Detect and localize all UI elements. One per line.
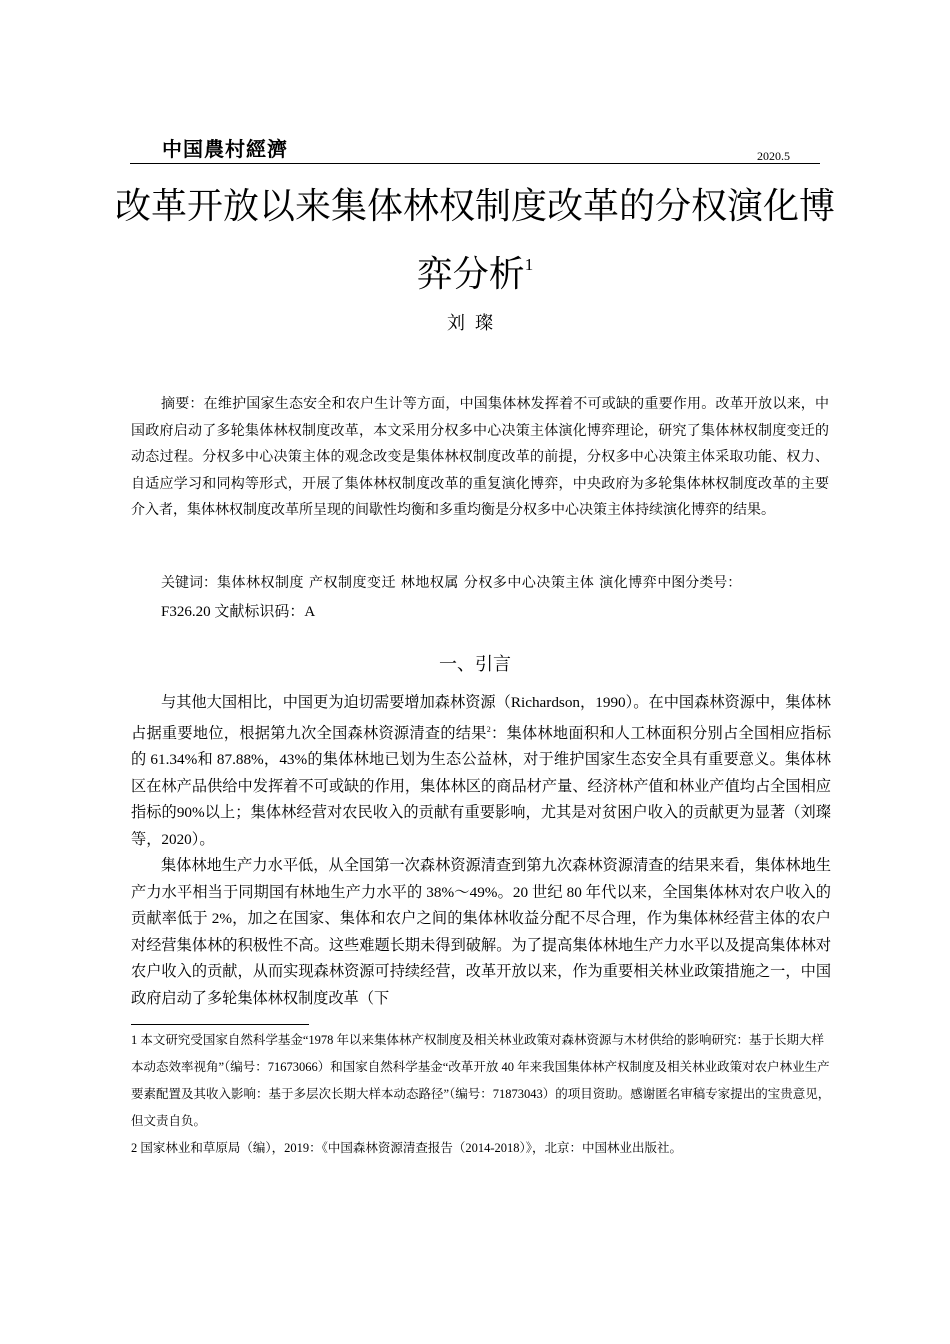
abstract [131,391,829,524]
keywords-text: 集体林权制度 产权制度变迁 林地权属 分权多中心决策主体 演化博弈 [217,575,658,591]
author-name: 刘璨 [447,313,503,334]
keywords-block [131,569,843,626]
title-line-2-text: 弈分析 [416,254,525,295]
header-rule [130,163,820,164]
running-header [130,133,820,165]
footnotes [131,1027,831,1162]
footnote-rule [131,1024,309,1025]
body-text [131,690,831,1012]
issue-number: 2020.5 [757,149,790,163]
clc-code: F326.20 [161,604,211,620]
footnote-1: 1 本文研究受国家自然科学基金“1978 年以来集体林产权制度及相关林业政策对森林资源与木材供给的影响研究：基于长期大样本动态效率视角”（编号：71673066）和国家自然科学基金“改革开放 40 年来我国集体林产权制度及相关林业政策对农户林业生产要素配置及其收入影响：基于多层次长期大样本动态路径”（编号：71873043）的项目资助。感谢匿名审稿专家提出的宝贵意见，但文责自负。 [131,1033,831,1128]
paper-title [100,178,850,304]
doc-code-label: 文献标识码： [214,602,305,620]
title-footnote-mark: 1 [524,255,534,274]
doc-code: A [304,604,316,620]
section-heading: 一、引言 [439,654,511,675]
journal-logo: 中国農村經濟 [162,137,288,161]
keywords-label: 关键词： [161,575,217,591]
abstract-label: 摘要： [161,396,204,412]
abstract-text: 在维护国家生态安全和农户生计等方面，中国集体林发挥着不可或缺的重要作用。改革开放以来，中国政府启动了多轮集体林权制度改革，本文采用分权多中心决策主体演化博弈理论，研究了集体林权制度变迁的动态过程。分权多中心决策主体的观念改变是集体林权制度改革的前提，分权多中心决策主体采取功能、权力、自适应学习和同构等形式，开展了集体林权制度改革的重复演化博弈，中央政府为多轮集体林权制度改革的主要介入者，集体林权制度改革所呈现的间歇性均衡和多重均衡是分权多中心决策主体持续演化博弈的结果。 [131,396,830,518]
paragraph-1-b: ：集体林地面积和人工林面积分别占全国相应指标的 61.34%和 87.88%，43%的集体林地已划为生态公益林，对于维护国家生态安全具有重要意义。集体林区在林产品供给中发挥着不可或缺的作用，集体林区的商品材产量、经济林产值和林业产值均占全国相应指标的90%以上；集体林经营对农民收入的贡献有重要影响，尤其是对贫困户收入的贡献更为显著（刘璨等，2020）。 [131,724,832,848]
paragraph-2: 集体林地生产力水平低，从全国第一次森林资源清查到第九次森林资源清查的结果来看，集体林地生产力水平相当于同期国有林地生产力水平的 38%～49%。20 世纪 80 年代以来，全国集体林对农户收入的贡献率低于 2%，加之在国家、集体和农户之间的集体林收益分配不尽合理，作为集体林经营主体的农户对经营集体林的积极性不高。这些难题长期未得到破解。为了提高集体林地生产力水平以及提高集体林对农户收入的贡献，从而实现森林资源可持续经营，改革开放以来，作为重要相关林业政策措施之一，中国政府启动了多轮集体林权制度改革（下 [131,857,831,1007]
title-line-1: 改革开放以来集体林权制度改革的分权演化博 [114,186,835,227]
footnote-mark-2: 2 [486,724,491,734]
clc-label: 中图分类号： [657,575,742,591]
title-line-2 [100,236,850,304]
paragraph-1-a: 与其他大国相比，中国更为迫切需要增加森林资源（Richardson，1990）。在中国森林资源中，集体林占据重要地位，根据第九次全国森林资源清查的结果 [131,694,831,742]
footnote-2: 2 国家林业和草原局（编），2019：《中国森林资源清查报告（2014-2018）》，北京：中国林业出版社。 [131,1141,683,1155]
paragraph-1 [131,690,831,853]
